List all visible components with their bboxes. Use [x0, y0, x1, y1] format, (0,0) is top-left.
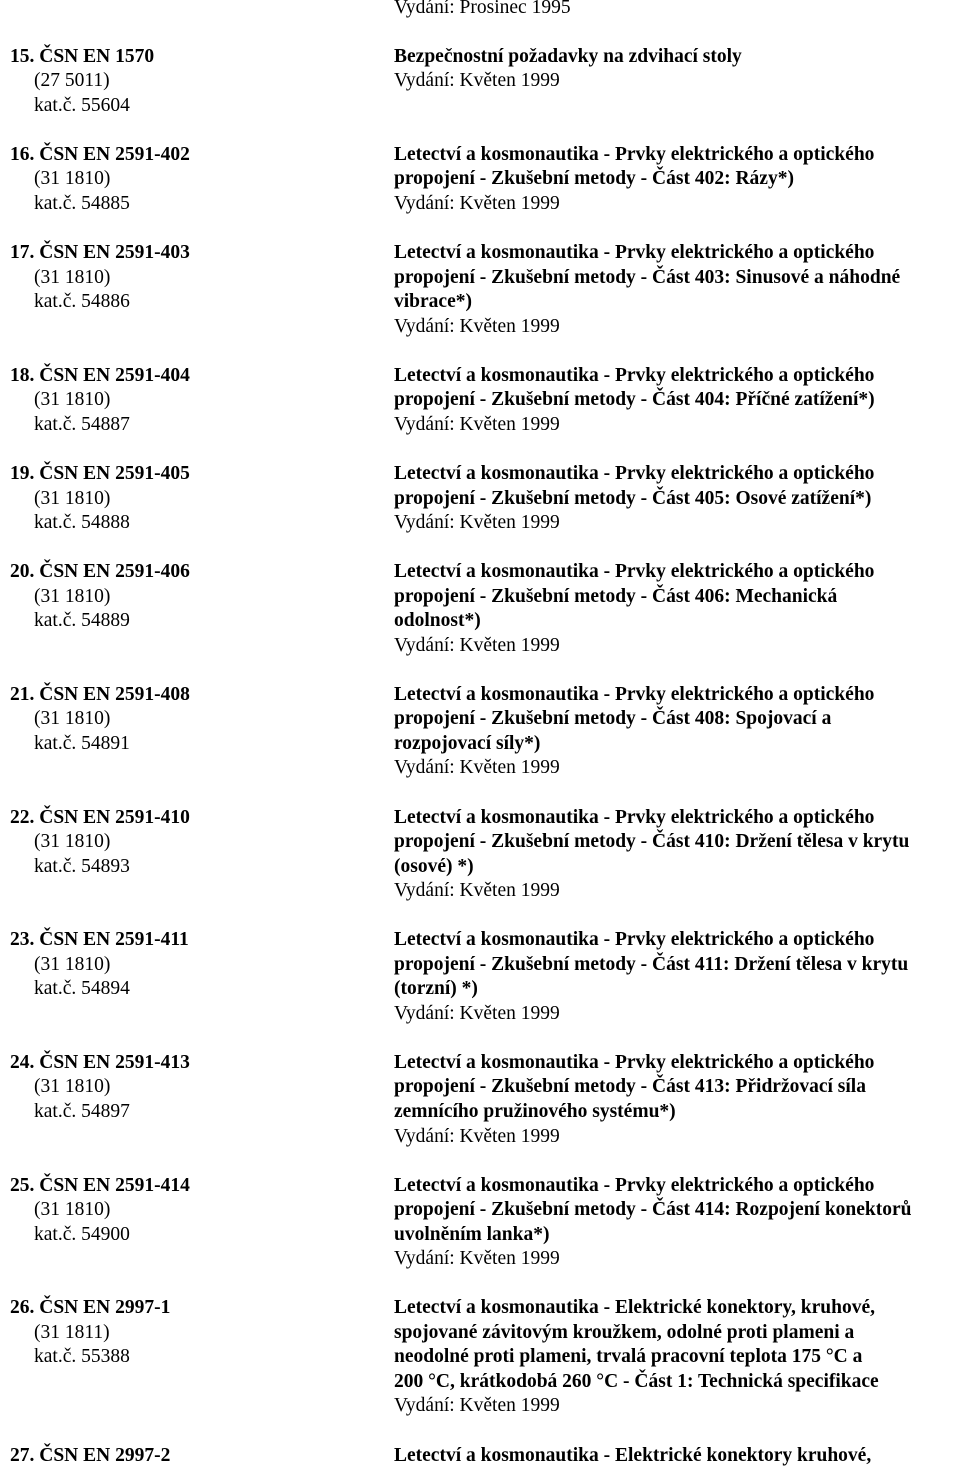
catalog-number: kat.č. 54894 — [34, 978, 130, 999]
standard-title: propojení - Zkušební metody - Část 414: Rozpojení konektorů — [394, 1199, 912, 1220]
classification-number: (31 1810) — [34, 168, 111, 189]
standard-title: Letectví a kosmonautika - Prvky elektrického a optického — [394, 1175, 875, 1196]
classification-number: (31 1810) — [34, 586, 111, 607]
standard-code: 23. ČSN EN 2591-411 — [10, 929, 189, 950]
standard-code: 26. ČSN EN 2997-1 — [10, 1297, 171, 1318]
classification-number: (31 1810) — [34, 831, 111, 852]
catalog-number: kat.č. 54900 — [34, 1224, 130, 1245]
catalog-number: kat.č. 54887 — [34, 414, 130, 435]
standard-title: Letectví a kosmonautika - Prvky elektrického a optického — [394, 144, 875, 165]
standard-title: Letectví a kosmonautika - Elektrické konektory kruhové, — [394, 1445, 872, 1466]
standard-title: Bezpečnostní požadavky na zdvihací stoly — [394, 46, 742, 67]
standard-code: 24. ČSN EN 2591-413 — [10, 1052, 190, 1073]
catalog-number: kat.č. 54889 — [34, 610, 130, 631]
catalog-number: kat.č. 54886 — [34, 291, 130, 312]
standard-code: 22. ČSN EN 2591-410 — [10, 807, 190, 828]
standard-title: Letectví a kosmonautika - Prvky elektrického a optického — [394, 929, 875, 950]
standard-title: Letectví a kosmonautika - Prvky elektrického a optického — [394, 684, 875, 705]
catalog-number: kat.č. 54888 — [34, 512, 130, 533]
standard-title: 200 °C, krátkodobá 260 °C - Část 1: Technická specifikace — [394, 1371, 879, 1392]
standard-code: 17. ČSN EN 2591-403 — [10, 242, 190, 263]
catalog-number: kat.č. 54885 — [34, 193, 130, 214]
classification-number: (31 1810) — [34, 954, 111, 975]
standard-title: spojované závitovým kroužkem, odolné proti plameni a — [394, 1322, 855, 1343]
standard-title: neodolné proti plameni, trvalá pracovní teplota 175 °C a — [394, 1346, 863, 1367]
standard-title: zemnícího pružinového systému*) — [394, 1101, 676, 1122]
issue-date: Vydání: Květen 1999 — [394, 1126, 560, 1147]
standard-code: 16. ČSN EN 2591-402 — [10, 144, 190, 165]
issue-date: Vydání: Květen 1999 — [394, 316, 560, 337]
standard-code: 18. ČSN EN 2591-404 — [10, 365, 190, 386]
classification-number: (31 1810) — [34, 488, 111, 509]
standard-title: propojení - Zkušební metody - Část 405: Osové zatížení*) — [394, 488, 872, 509]
standard-title: rozpojovací síly*) — [394, 733, 541, 754]
issue-date: Vydání: Květen 1999 — [394, 512, 560, 533]
issue-date: Vydání: Květen 1999 — [394, 1395, 560, 1416]
issue-date: Vydání: Květen 1999 — [394, 1003, 560, 1024]
issue-date: Vydání: Květen 1999 — [394, 414, 560, 435]
issue-date: Vydání: Květen 1999 — [394, 70, 560, 91]
standard-title: Letectví a kosmonautika - Prvky elektrického a optického — [394, 1052, 875, 1073]
classification-number: (31 1810) — [34, 1199, 111, 1220]
standard-title: Letectví a kosmonautika - Prvky elektrického a optického — [394, 561, 875, 582]
catalog-number: kat.č. 54891 — [34, 733, 130, 754]
catalog-number: kat.č. 54893 — [34, 856, 130, 877]
classification-number: (31 1810) — [34, 389, 111, 410]
classification-number: (31 1810) — [34, 708, 111, 729]
standard-code: 21. ČSN EN 2591-408 — [10, 684, 190, 705]
catalog-number: kat.č. 54897 — [34, 1101, 130, 1122]
previous-entry-issue-date: Vydání: Prosinec 1995 — [394, 0, 571, 18]
issue-date: Vydání: Květen 1999 — [394, 193, 560, 214]
standard-code: 15. ČSN EN 1570 — [10, 46, 155, 67]
standard-title: Letectví a kosmonautika - Prvky elektrického a optického — [394, 242, 875, 263]
standard-title: odolnost*) — [394, 610, 481, 631]
standard-title: Letectví a kosmonautika - Prvky elektrického a optického — [394, 365, 875, 386]
classification-number: (31 1810) — [34, 1076, 111, 1097]
standard-title: (osové) *) — [394, 856, 474, 877]
standard-title: propojení - Zkušební metody - Část 402: Rázy*) — [394, 168, 794, 189]
standard-title: propojení - Zkušební metody - Část 410: Držení tělesa v krytu — [394, 831, 910, 852]
issue-date: Vydání: Květen 1999 — [394, 757, 560, 778]
standard-title: propojení - Zkušební metody - Část 404: Příčné zatížení*) — [394, 389, 875, 410]
standard-title: uvolněním lanka*) — [394, 1224, 550, 1245]
classification-number: (31 1811) — [34, 1322, 110, 1343]
standard-title: propojení - Zkušební metody - Část 406: Mechanická — [394, 586, 838, 607]
standard-title: Letectví a kosmonautika - Elektrické konektory, kruhové, — [394, 1297, 875, 1318]
classification-number: (31 1810) — [34, 267, 111, 288]
standard-title: Letectví a kosmonautika - Prvky elektrického a optického — [394, 463, 875, 484]
issue-date: Vydání: Květen 1999 — [394, 880, 560, 901]
catalog-number: kat.č. 55604 — [34, 95, 130, 116]
standard-title: propojení - Zkušební metody - Část 411: Držení tělesa v krytu — [394, 954, 909, 975]
standard-code: 20. ČSN EN 2591-406 — [10, 561, 190, 582]
issue-date: Vydání: Květen 1999 — [394, 635, 560, 656]
standard-title: (torzní) *) — [394, 978, 478, 999]
standard-title: Letectví a kosmonautika - Prvky elektrického a optického — [394, 807, 875, 828]
standard-title: propojení - Zkušební metody - Část 408: Spojovací a — [394, 708, 832, 729]
standard-title: propojení - Zkušební metody - Část 403: Sinusové a náhodné — [394, 267, 901, 288]
catalog-number: kat.č. 55388 — [34, 1346, 130, 1367]
classification-number: (27 5011) — [34, 70, 110, 91]
standard-code: 27. ČSN EN 2997-2 — [10, 1445, 171, 1466]
standard-title: vibrace*) — [394, 291, 472, 312]
standard-title: propojení - Zkušební metody - Část 413: Přidržovací síla — [394, 1076, 866, 1097]
issue-date: Vydání: Květen 1999 — [394, 1248, 560, 1269]
standard-code: 19. ČSN EN 2591-405 — [10, 463, 190, 484]
standard-code: 25. ČSN EN 2591-414 — [10, 1175, 190, 1196]
